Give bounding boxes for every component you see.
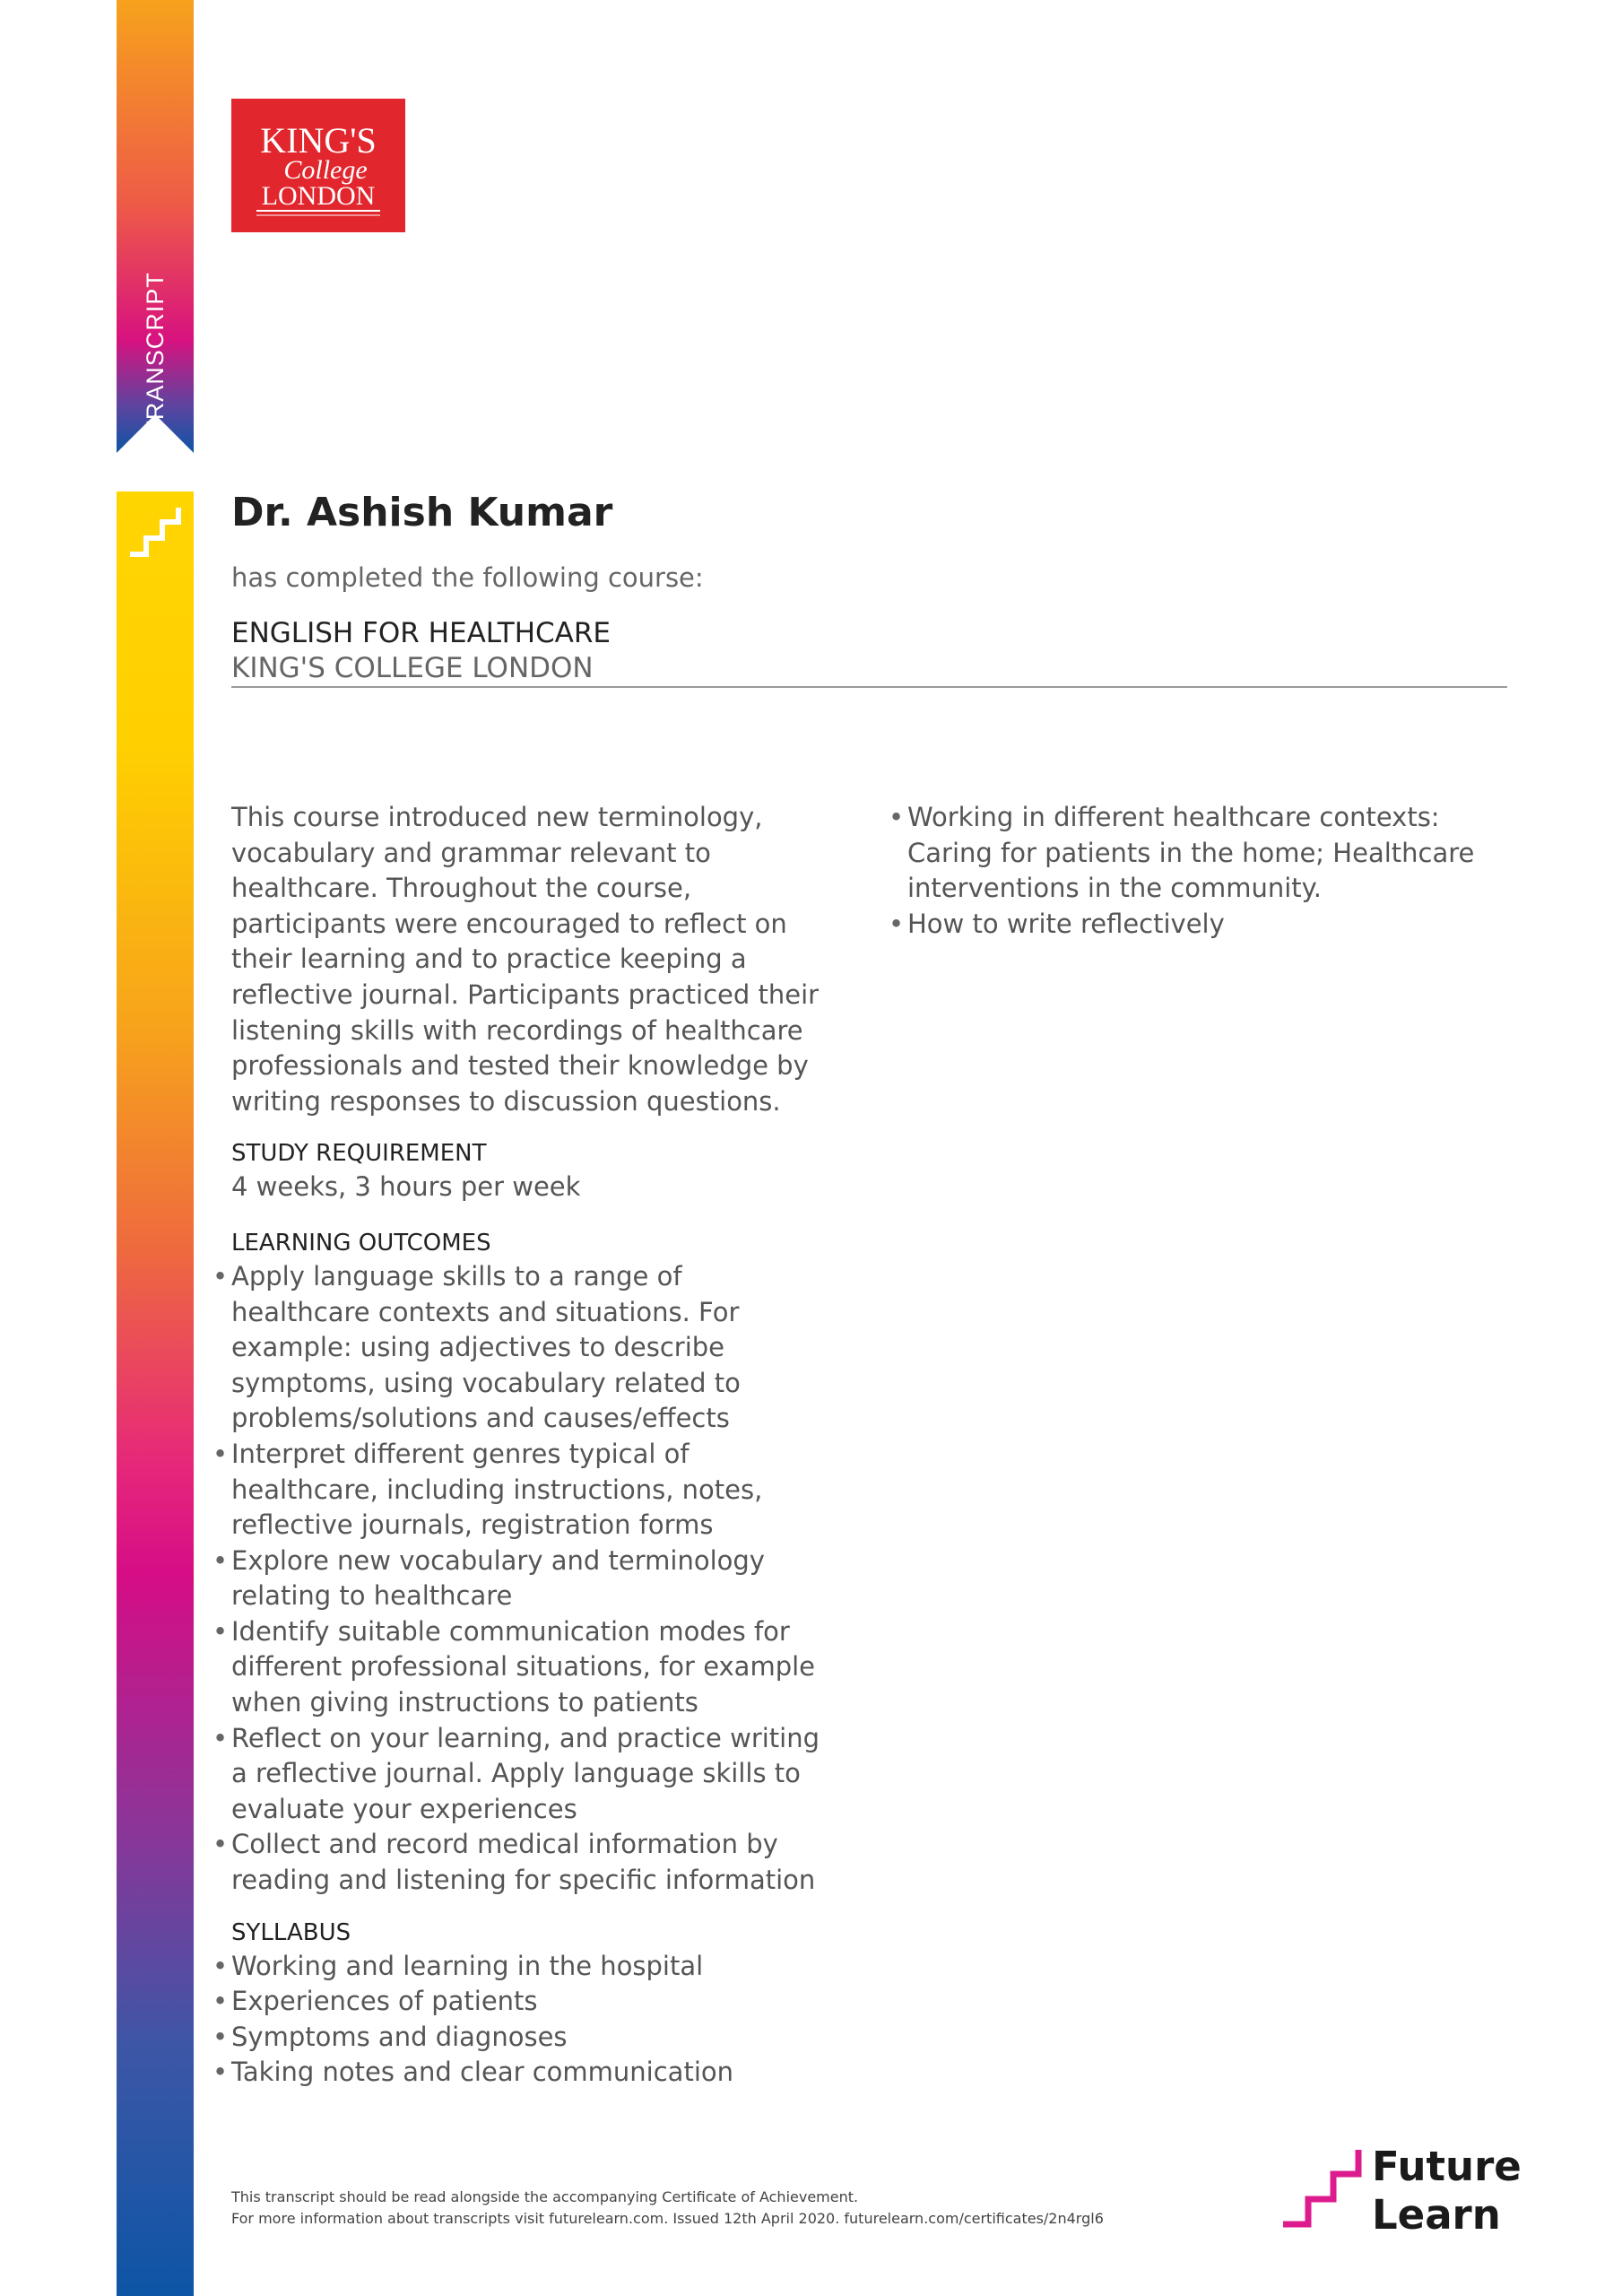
list-item: • Working and learning in the hospital — [231, 1949, 823, 1985]
footer-line-1: This transcript should be read alongside the accompanying Certificate of Achievement. — [231, 2188, 859, 2205]
svg-text:KING'S: KING'S — [260, 120, 377, 161]
kings-college-london-logo — [231, 99, 405, 232]
brand-line-learn: Learn — [1372, 2191, 1501, 2239]
footer-note — [231, 2187, 1104, 2230]
course-organisation: KING'S COLLEGE LONDON — [231, 652, 594, 684]
transcript-label: TRANSCRIPT — [141, 271, 169, 436]
course-title: ENGLISH FOR HEALTHCARE — [231, 617, 612, 649]
list-item: • Apply language skills to a range of healthcare contexts and situations. For example: using adjectives to describe symptoms, using vocabulary related to problems/solutions and causes/effects — [231, 1259, 823, 1437]
course-description: This course introduced new terminology, vocabulary and grammar relevant to healthcare. Throughout the course, participants were encouraged to reflect on their learning and to practice keeping a reflective journal. Participants practiced their listening skills with recordings of healthcare professionals and tested their knowledge by writing responses to discussion questions. — [231, 802, 820, 1117]
list-item: • Interpret different genres typical of healthcare, including instructions, notes, reflective journals, registration forms — [231, 1437, 823, 1544]
list-item: • Identify suitable communication modes for different professional situations, for example when giving instructions to patients — [231, 1614, 823, 1721]
header-divider — [231, 686, 1507, 688]
futurelearn-steps-icon — [125, 499, 189, 563]
learning-outcomes-heading: LEARNING OUTCOMES — [231, 1229, 491, 1257]
transcript-left-column — [231, 800, 823, 2091]
student-name: Dr. Ashish Kumar — [231, 490, 613, 535]
transcript-right-column — [907, 800, 1526, 942]
learning-outcomes-list — [231, 1259, 823, 1899]
completion-statement: has completed the following course: — [231, 562, 704, 593]
futurelearn-steps-logo-icon — [1280, 2147, 1363, 2230]
brand-line-future: Future — [1372, 2143, 1522, 2190]
list-item: • Explore new vocabulary and terminology relating to healthcare — [231, 1544, 823, 1614]
syllabus-list — [231, 1949, 823, 2091]
list-item: • How to write reflectively — [907, 907, 1526, 943]
list-item: • Symptoms and diagnoses — [231, 2020, 823, 2056]
syllabus-heading: SYLLABUS — [231, 1918, 351, 1946]
futurelearn-wordmark — [1372, 2143, 1522, 2239]
list-item: • Working in different healthcare contexts: Caring for patients in the home; Healthcare interventions in the community. — [907, 800, 1526, 907]
ribbon-strip — [117, 491, 194, 2296]
study-requirement-heading: STUDY REQUIREMENT — [231, 1140, 487, 1168]
svg-text:College: College — [283, 155, 368, 185]
syllabus-list-continued — [907, 800, 1526, 942]
study-requirement-value: 4 weeks, 3 hours per week — [231, 1171, 581, 1203]
list-item: • Reflect on your learning, and practice writing a reflective journal. Apply language skills to evaluate your experiences — [231, 1721, 823, 1828]
footer-line-2: For more information about transcripts visit futurelearn.com. Issued 12th April 2020. futurelearn.com/certificates/2n4rgl6 — [231, 2210, 1104, 2227]
list-item: • Collect and record medical information by reading and listening for specific information — [231, 1827, 823, 1898]
list-item: • Taking notes and clear communication — [231, 2055, 823, 2091]
list-item: • Experiences of patients — [231, 1984, 823, 2020]
svg-text:LONDON: LONDON — [261, 181, 376, 211]
